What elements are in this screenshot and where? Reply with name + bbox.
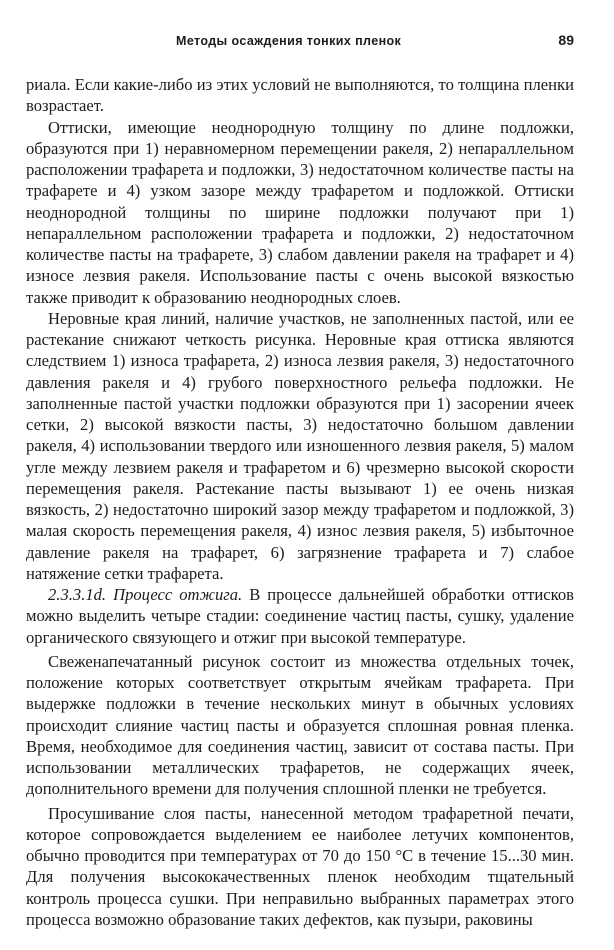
paragraph-drying: Просушивание слоя пасты, нанесенной методом трафаретной печати, которое сопровождается выделением ее наиболее летучих компонентов, обычно проводится при температурах от 70 до 150 °C в течение 15...30 мин. Для получения высококачественных пленок необходим тщательный контроль процесса сушки. При неправильно выбранных параметрах этого процесса возможно образование таких дефектов, как пузыри, раковины bbox=[26, 803, 574, 929]
paragraph-fresh-print: Свеженапечатанный рисунок состоит из множества отдельных точек, положение которых соответствует открытым ячейкам трафарета. При выдержке подложки в течение нескольких минут в обычных условиях происходит слияние частиц пасты и образуется сплошная ровная пленка. Время, необходимое для соединения частиц, зависит от состава пасты. При использовании металлических трафаретов, не содержащих ячеек, дополнительного времени для получения сплошной пленки не требуется. bbox=[26, 651, 574, 799]
section-number: 2.3.3.1d. bbox=[48, 585, 107, 604]
paragraph-uneven-thickness: Оттиски, имеющие неоднородную толщину по длине подложки, образуются при 1) неравномерном перемещении ракеля, 2) непараллельном расположении трафарета и подложки, 3) недостаточном количестве пасты на трафарете и 4) узком зазоре между трафаретом и подложкой. Оттиски неоднородной толщины по ширине подложки получают при 1) непараллельном расположении трафарета и подложки, 2) недостаточном количестве пасты на трафарете, 3) слабом давлении ракеля на трафарет и 4) износе лезвия ракеля. Использование пасты с очень высокой вязкостью также приводит к образованию неоднородных слоев. bbox=[26, 117, 574, 307]
running-head bbox=[26, 30, 574, 54]
paragraph-continuation: риала. Если какие-либо из этих условий не выполняются, то толщина пленки возрастает. bbox=[26, 75, 574, 116]
paragraph-annealing-text: В процессе дальнейшей обработки оттисков можно выделить четыре стадии: соединение частиц пасты, сушку, удаление органического связующего и отжиг при высокой температуре. bbox=[26, 585, 574, 647]
paragraph-annealing bbox=[26, 584, 574, 648]
paragraph-edge-defects: Неровные края линий, наличие участков, не заполненных пастой, или ее растекание снижают четкость рисунка. Неровные края оттиска являются следствием 1) износа трафарета, 2) износа лезвия ракеля, 3) недостаточного давления ракеля и 4) грубого поверхностного рельефа подложки. Не заполненные пастой участки подложки образуются при 1) засорении ячеек сетки, 2) высокой вязкости пасты, 3) недостаточно большом давлении ракеля, 4) использовании твердого или изношенного лезвия ракеля, 5) малом угле между лезвием ракеля и трафаретом и 6) чрезмерно высокой скорости перемещения ракеля. Растекание пасты вызывают 1) ее очень низкая вязкость, 2) недостаточно широкий зазор между трафаретом и подложкой, 3) малая скорость перемещения ракеля, 4) износ лезвия ракеля, 5) избыточное давление ракеля на трафарет, 6) загрязнение трафарета и 7) слабое натяжение сетки трафарета. bbox=[26, 308, 574, 583]
body-text bbox=[26, 74, 574, 930]
running-head-title: Методы осаждения тонких пленок bbox=[176, 34, 402, 48]
section-title: Процесс отжига. bbox=[113, 585, 243, 604]
page-number: 89 bbox=[558, 32, 574, 48]
book-page bbox=[26, 30, 574, 930]
